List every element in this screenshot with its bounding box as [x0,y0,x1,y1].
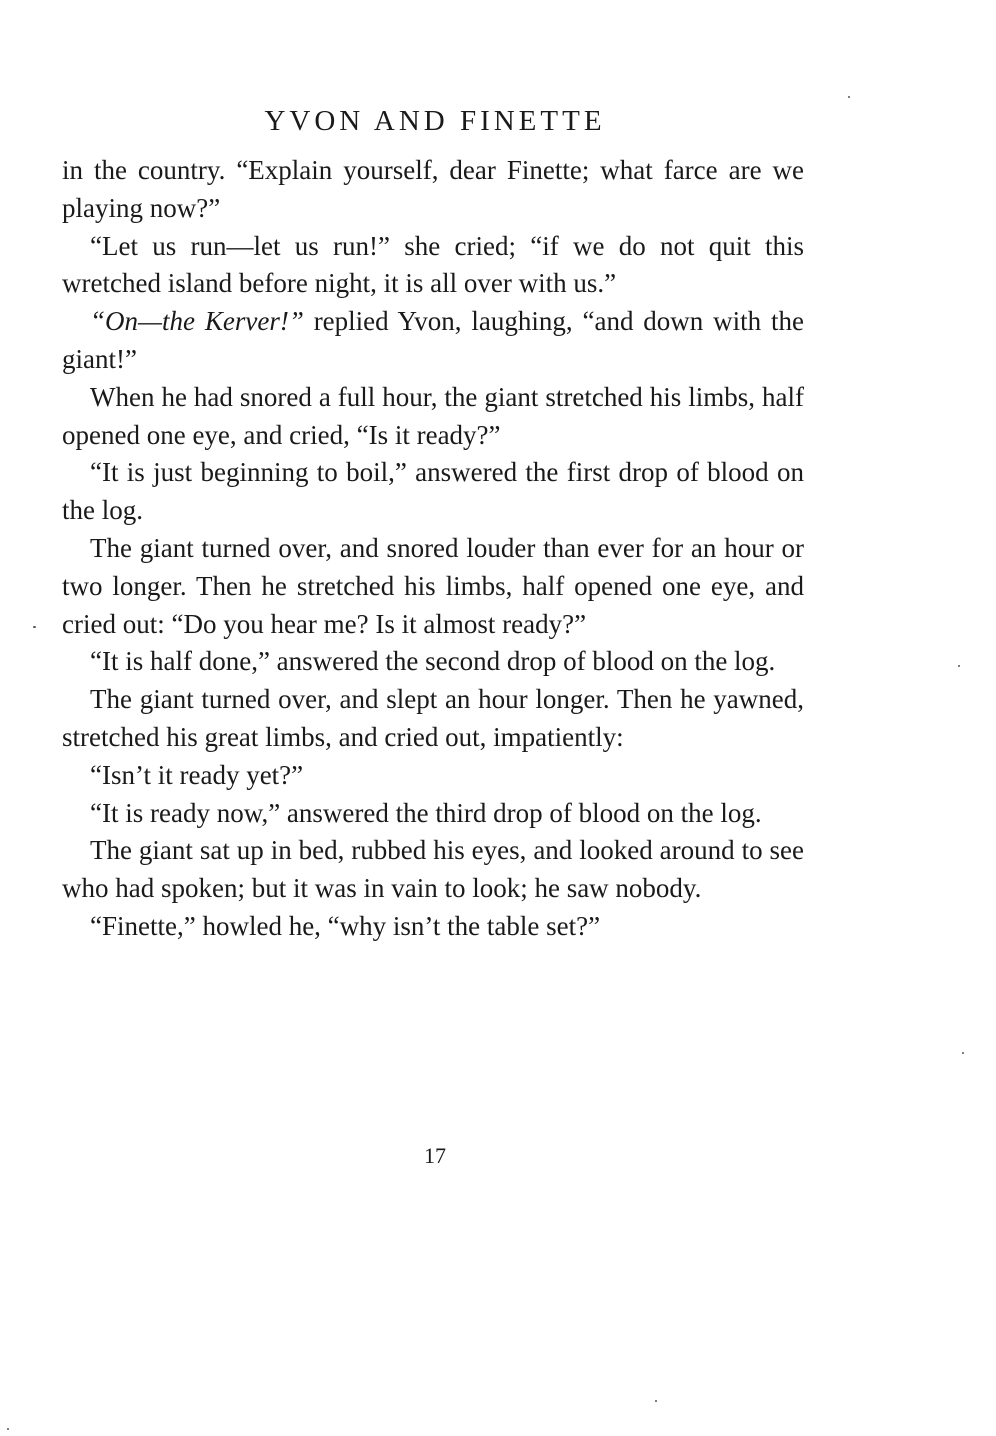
scan-speck [33,626,36,628]
scan-speck [958,665,960,667]
scan-speck [962,1052,964,1054]
scan-speck [7,1428,9,1430]
body-text [62,152,804,946]
running-head: YVON AND FINETTE [264,105,606,137]
paragraph: “It is half done,” answered the second drop of blood on the log. [90,646,776,677]
paragraph: “Let us run—let us run!” she cried; “if we do not quit this wretched island before night, it is all over with us.” [62,230,804,299]
paragraph: The giant turned over, and slept an hour longer. Then he yawned, stretched his great limbs, and cried out, impatiently: [62,684,804,752]
paragraph: When he had snored a full hour, the giant stretched his limbs, half opened one eye, and cried, “Is it ready?” [62,381,804,450]
page-number: 17 [424,1143,446,1168]
paragraph: “It is ready now,” answered the third drop of blood on the log. [90,797,762,828]
paragraph: The giant turned over, and snored louder than ever for an hour or two longer. Then he stretched his limbs, half opened one eye, and cried out: “Do you hear me? Is it almost ready?” [62,532,804,639]
paragraph: “It is just beginning to boil,” answered the first drop of blood on the log. [62,457,804,526]
paragraph: The giant sat up in bed, rubbed his eyes, and looked around to see who had spoken; but it was in vain to look; he saw nobody. [62,835,804,904]
paragraph-continuation: in the country. “Explain yourself, dear Finette; what farce are we playing now?” [62,155,804,223]
paragraph [62,303,804,379]
italic-exclamation: “On—the Kerver!” [90,306,304,337]
scan-speck [848,96,850,98]
paragraph-text: replied Yvon, laughing, “and down with the giant!” [62,306,804,374]
scan-speck [655,1400,657,1402]
paragraph: “Isn’t it ready yet?” [90,759,304,790]
paragraph: “Finette,” howled he, “why isn’t the table set?” [90,910,601,941]
